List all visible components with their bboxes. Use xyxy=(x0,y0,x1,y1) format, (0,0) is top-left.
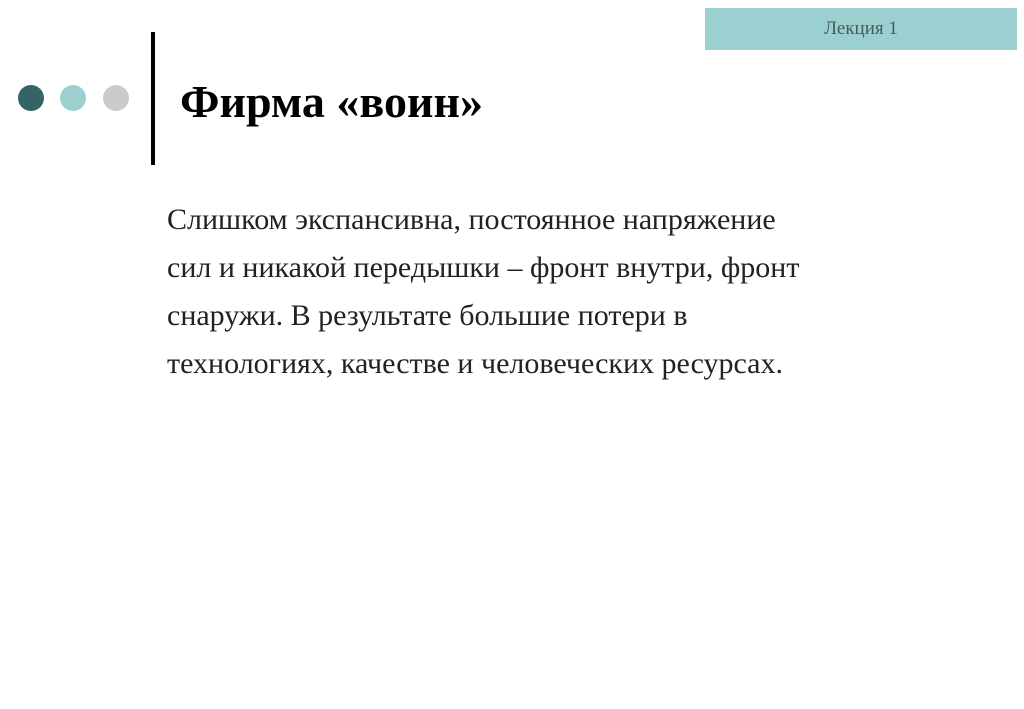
decorative-dot-grey xyxy=(103,85,129,111)
body-line: технологиях, качестве и человеческих ресурсах. xyxy=(167,347,783,380)
slide-title: Фирма «воин» xyxy=(180,76,483,127)
body-line: сил и никакой передышки – фронт внутри, фронт xyxy=(167,251,800,284)
title-divider xyxy=(151,32,155,165)
decorative-dot-teal xyxy=(60,85,86,111)
slide-body xyxy=(167,196,907,388)
decorative-dot-dark xyxy=(18,85,44,111)
body-line: Слишком экспансивна, постоянное напряжение xyxy=(167,203,776,236)
lecture-badge: Лекция 1 xyxy=(705,8,1017,50)
body-line: снаружи. В результате большие потери в xyxy=(167,299,688,332)
